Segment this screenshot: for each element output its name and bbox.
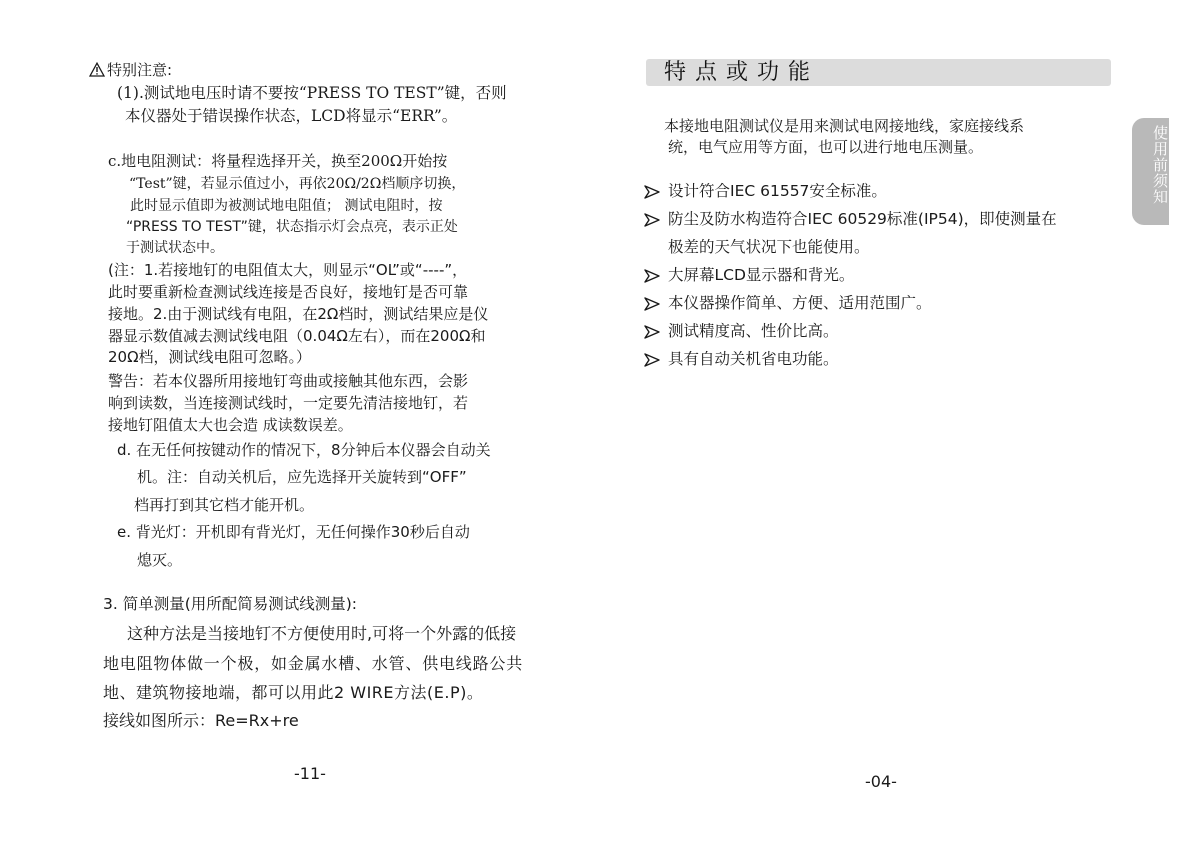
intro-line2: 统，电气应用等方面，也可以进行地电压测量。 bbox=[668, 138, 984, 156]
e-line1: e. 背光灯：开机即有背光灯，无任何操作30秒后自动 bbox=[117, 523, 470, 541]
arrowhead-bullet-icon bbox=[644, 353, 660, 367]
left-page-number: -11- bbox=[294, 764, 326, 783]
feature-item: 大屏幕LCD显示器和背光。 bbox=[668, 266, 855, 284]
feature-2-continued: 极差的天气状况下也能使用。 bbox=[668, 238, 870, 256]
d-line2: 机。注：自动关机后，应先选择开关旋转到“OFF” bbox=[137, 468, 467, 486]
right-page-number: -04- bbox=[865, 772, 897, 791]
note-line4: 器显示数值减去测试线电阻（0.04Ω左右），而在200Ω和 bbox=[108, 327, 486, 345]
d-line1: d. 在无任何按键动作的情况下，8分钟后本仪器会自动关 bbox=[117, 441, 491, 459]
notice-label: 特别注意: bbox=[107, 61, 173, 79]
c-line4: “PRESS TO TEST”键，状态指示灯会点亮，表示正处 bbox=[126, 219, 458, 235]
c-line5: 于测试状态中。 bbox=[126, 240, 224, 256]
c-line1: c.地电阻测试：将量程选择开关，换至200Ω开始按 bbox=[108, 152, 448, 170]
side-tab-label: 使用前须知 bbox=[1151, 125, 1169, 205]
warning-line2: 响到读数，当连接测试线时，一定要先清洁接地钉，若 bbox=[108, 394, 469, 412]
warning-line1: 警告：若本仪器所用接地钉弯曲或接触其他东西，会影 bbox=[108, 372, 469, 390]
c-line3: 此时显示值即为被测试地电阻值； 测试电阻时，按 bbox=[130, 198, 443, 214]
section3-line2: 地电阻物体做一个极，如金属水槽、水管、供电线路公共 bbox=[103, 654, 524, 673]
warning-triangle-icon bbox=[89, 62, 105, 77]
arrowhead-bullet-icon bbox=[644, 269, 660, 283]
arrowhead-bullet-icon bbox=[644, 297, 660, 311]
note-line5: 20Ω档，测试线电阻可忽略。） bbox=[108, 348, 312, 366]
section3-line3: 地、建筑物接地端，都可以用此2 WIRE方法(E.P)。 bbox=[103, 683, 484, 702]
c-line2: “Test”键，若显示值过小，再依20Ω/2Ω档顺序切换， bbox=[129, 176, 466, 192]
feature-item: 设计符合IEC 61557安全标准。 bbox=[668, 182, 887, 200]
intro-line1: 本接地电阻测试仪是用来测试电网接地线，家庭接线系 bbox=[664, 117, 1025, 135]
feature-item: 具有自动关机省电功能。 bbox=[668, 350, 839, 368]
section3-line4: 接线如图所示：Re=Rx+re bbox=[103, 711, 299, 730]
notice-item1-line2: 本仪器处于错误操作状态，LCD将显示“ERR”。 bbox=[125, 107, 458, 125]
arrowhead-bullet-icon bbox=[644, 325, 660, 339]
feature-item: 本仪器操作简单、方便、适用范围广。 bbox=[668, 294, 932, 312]
arrowhead-bullet-icon bbox=[644, 213, 660, 227]
note-line3: 接地。2.由于测试线有电阻，在2Ω档时，测试结果应是仪 bbox=[108, 305, 489, 323]
e-line2: 熄灭。 bbox=[137, 551, 183, 569]
feature-item: 测试精度高、性价比高。 bbox=[668, 322, 839, 340]
note-line1: (注：1.若接地钉的电阻值太大，则显示“OL”或“----”， bbox=[108, 261, 468, 279]
feature-item: 防尘及防水构造符合IEC 60529标准(IP54)，即使测量在 bbox=[668, 210, 1057, 228]
note-line2: 此时要重新检查测试线连接是否良好，接地钉是否可靠 bbox=[108, 283, 469, 301]
section3-line1: 这种方法是当接地钉不方便使用时,可将一个外露的低接 bbox=[127, 624, 517, 643]
d-line3: 档再打到其它档才能开机。 bbox=[134, 496, 315, 514]
side-tab bbox=[1132, 118, 1169, 225]
notice-item1-line1: (1).测试地电压时请不要按“PRESS TO TEST”键，否则 bbox=[117, 84, 507, 102]
section3-title: 3. 简单测量(用所配简易测试线测量): bbox=[103, 595, 358, 613]
section-heading: 特点或功能 bbox=[664, 60, 820, 85]
warning-line3: 接地钉阻值太大也会造 成读数误差。 bbox=[108, 416, 353, 434]
arrowhead-bullet-icon bbox=[644, 185, 660, 199]
